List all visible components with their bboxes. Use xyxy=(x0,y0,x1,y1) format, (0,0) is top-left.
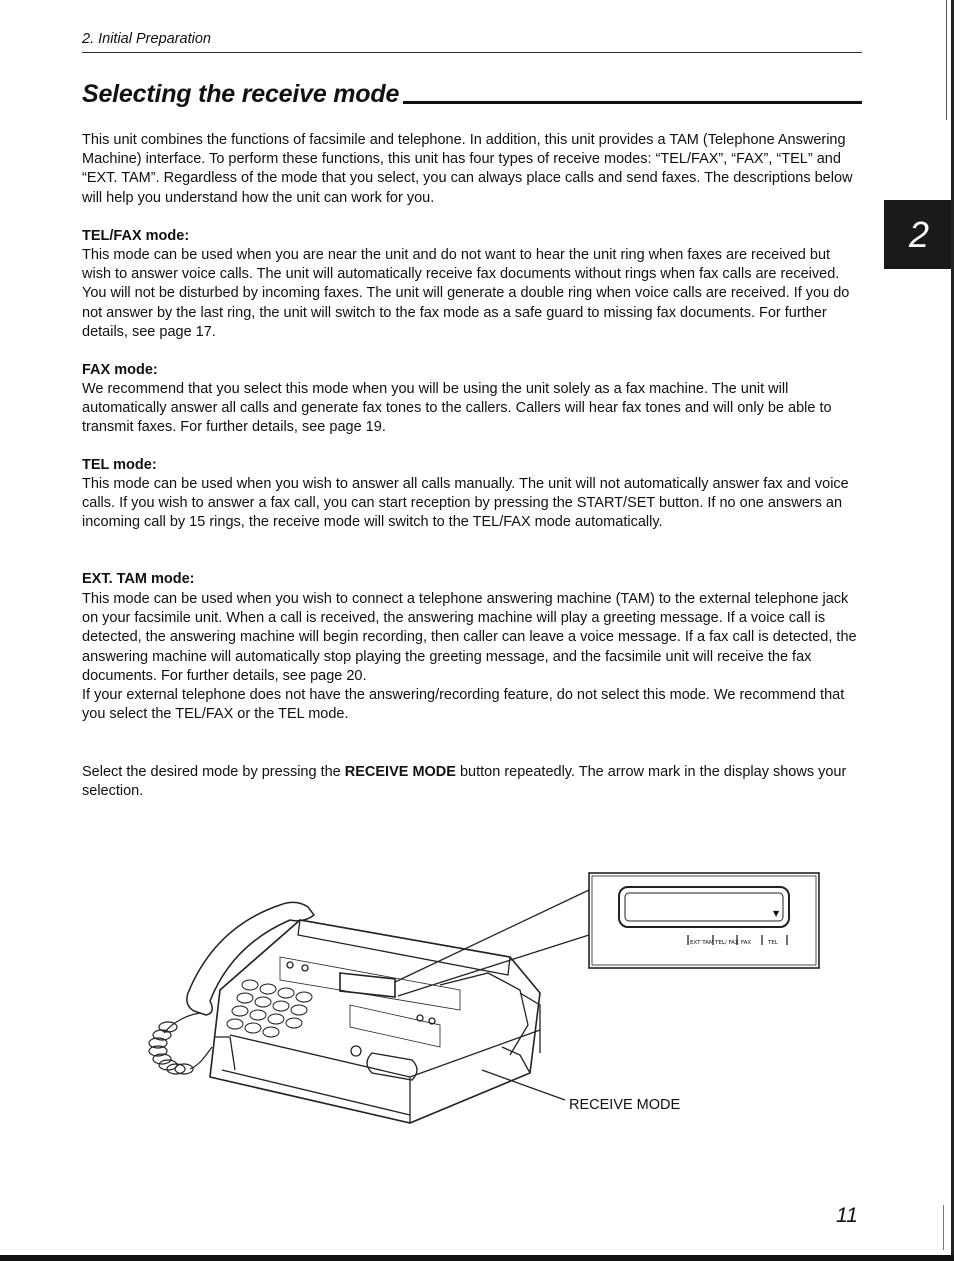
running-header: 2. Initial Preparation xyxy=(82,31,211,47)
receive-mode-leader-line xyxy=(482,1070,565,1100)
section-text-ext-tam: This mode can be used when you wish to connect a telephone answering machine (TAM) to the external telephone jack on your facsimile unit. When a call is received, the answering machine will play a greeting message. If a voice call is detected, the answering machine will begin recording, then caller can leave a voice message. If a fax call is detected, the answering machine will automatically stop playing the greeting message, and the facsimile unit will receive the fax documents. For further details, see page 20. xyxy=(82,591,857,684)
handset xyxy=(187,902,314,1015)
display-zoom-callout xyxy=(589,873,819,968)
fax-machine-illustration xyxy=(110,865,830,1135)
section-heading-telfax: TEL/FAX mode: xyxy=(82,228,190,244)
display-label-fax: FAX xyxy=(741,940,752,946)
title-underline xyxy=(403,101,862,104)
section-text-ext-tam-note: If your external telephone does not have the answering/recording feature, do not select this mode. We recommend that you select the TEL/FAX or the TEL mode. xyxy=(82,687,845,723)
chapter-tab: 2 xyxy=(884,200,954,269)
page-title: Selecting the receive mode xyxy=(82,80,400,108)
instruction-text-before: Select the desired mode by pressing the xyxy=(82,764,345,780)
section-heading-ext-tam: EXT. TAM mode: xyxy=(82,571,195,587)
receive-mode-callout-label: RECEIVE MODE xyxy=(569,1097,681,1113)
receive-mode-button-name: RECEIVE MODE xyxy=(344,764,456,780)
instruction-paragraph xyxy=(82,763,857,801)
header-rule xyxy=(82,52,862,53)
section-text-tel: This mode can be used when you wish to answer all calls manually. The unit will not automatically answer fax and voice calls. If you wish to answer a fax call, you can start reception by pressing the START/SET button. If no one answers an incoming call by 15 rings, the receive mode will switch to the TEL/FAX mode automatically. xyxy=(82,476,849,531)
section-text-telfax: This mode can be used when you are near the unit and do not want to hear the unit ring when faxes are received but wish to answer voice calls. The unit will automatically receive fax documents without rings when fax calls are received. You will not be disturbed by incoming faxes. The unit will generate a double ring when voice calls are received. If you do not answer by the last ring, the unit will switch to the fax mode as a safe guard to missing fax documents. For further details, see page 17. xyxy=(82,247,850,340)
keypad xyxy=(227,980,312,1037)
coiled-cord xyxy=(149,1013,212,1074)
section-text-fax: We recommend that you select this mode when you will be using the unit solely as a fax machine. The unit will automatically answer all calls and generate fax tones to the callers. Callers will hear fax tones and will only be able to transmit faxes. For further details, see page 19. xyxy=(82,381,832,436)
scan-edge-bottom xyxy=(0,1255,954,1261)
zoom-line-top xyxy=(395,890,589,982)
instruction-text-after: button repeatedly. The arrow mark in the display shows your selection. xyxy=(82,764,847,800)
title-row xyxy=(82,80,862,109)
page-number: 11 xyxy=(836,1204,858,1227)
scan-edge-right-thin xyxy=(946,0,947,120)
fax-machine-body xyxy=(210,920,540,1123)
display-label-tel: TEL xyxy=(768,940,778,946)
display-label-ext-tam: EXT TAM xyxy=(690,940,714,946)
intro-paragraph: This unit combines the functions of facsimile and telephone. In addition, this unit provides a TAM (Telephone Answering Machine) interface. To perform these functions, this unit has four types of receive modes: “TEL/FAX”, “FAX”, “TEL” and “EXT. TAM”. Regardless of the mode that you select, you can always place calls and send faxes. The descriptions below will help you understand how the unit can work for you. xyxy=(82,132,853,206)
section-heading-fax: FAX mode: xyxy=(82,362,158,378)
display-arrow-mark: ▼ xyxy=(773,909,780,918)
scan-edge-tick xyxy=(943,1205,944,1250)
display-label-tel-fax: TEL/ FAX xyxy=(715,940,739,946)
zoom-line-bottom xyxy=(398,935,589,996)
section-heading-tel: TEL mode: xyxy=(82,457,157,473)
